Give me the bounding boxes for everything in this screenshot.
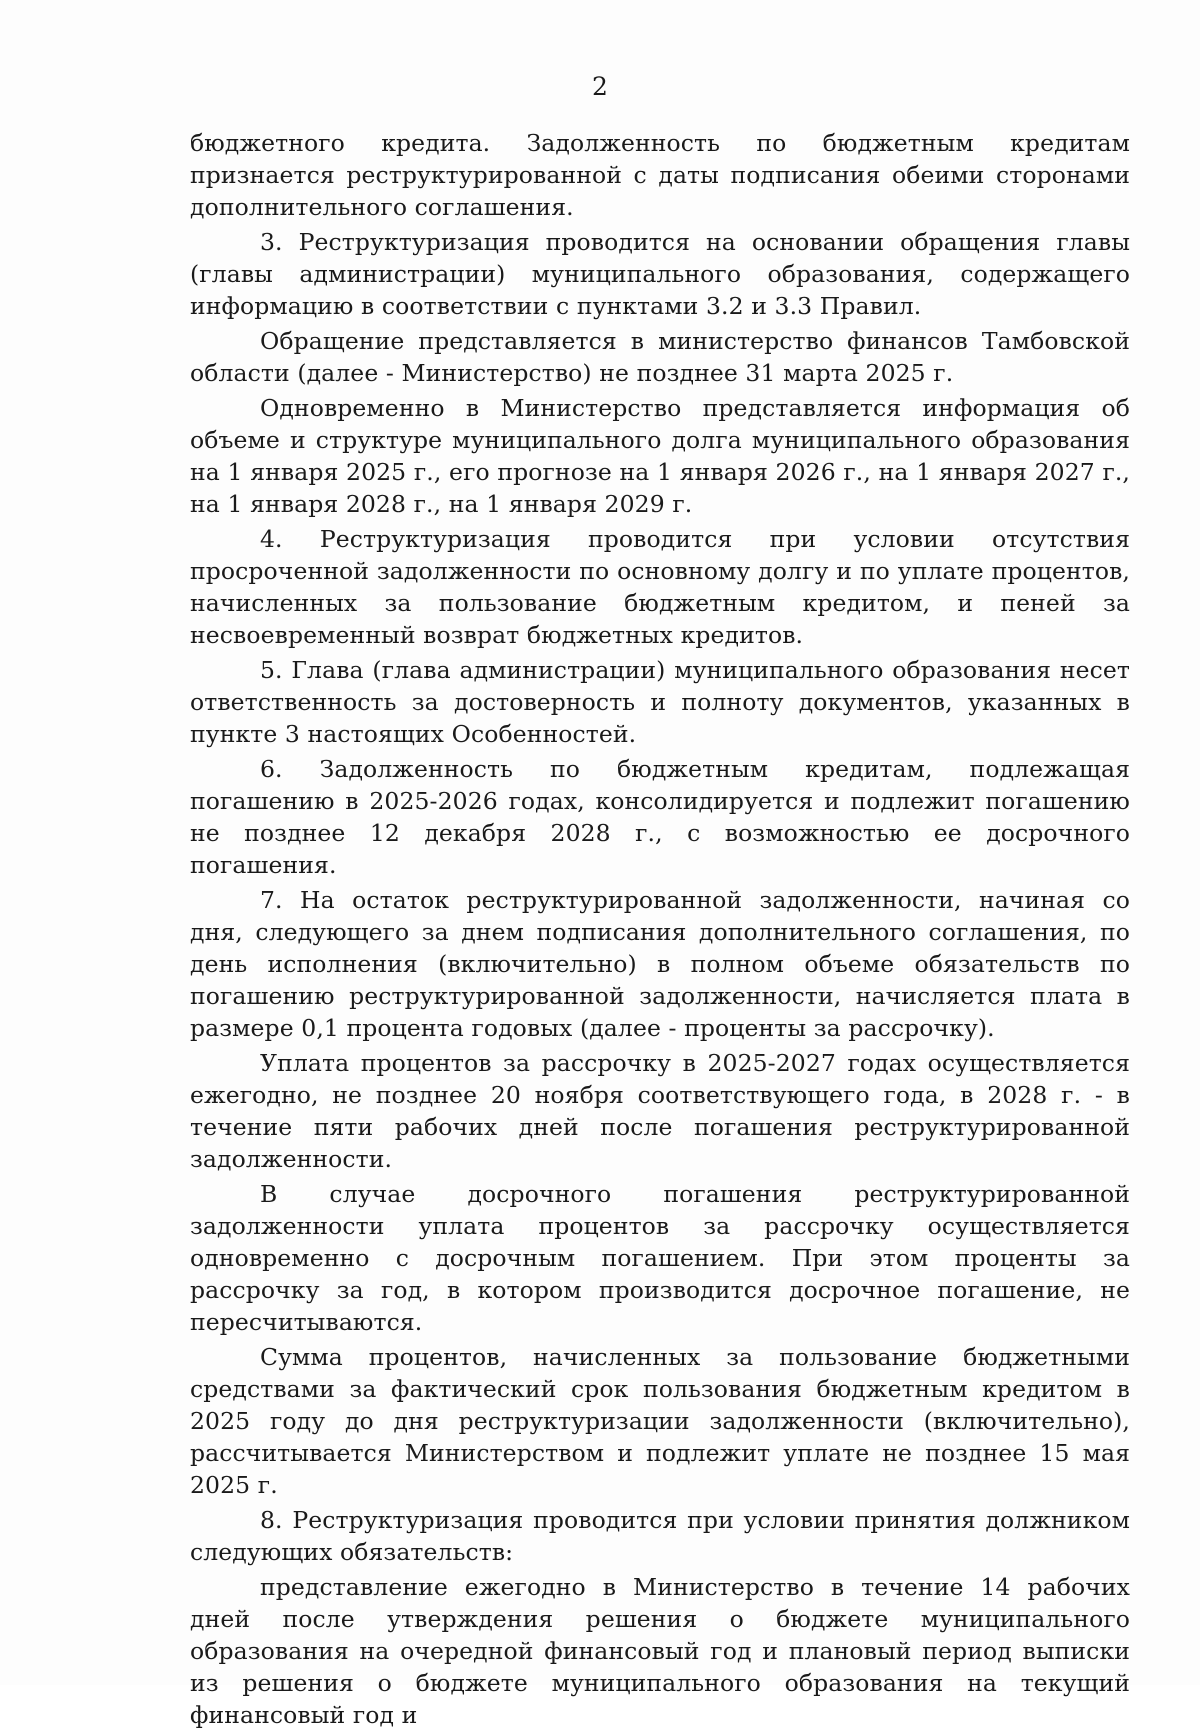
- document-body: [190, 127, 1130, 1734]
- paragraph-13: представление ежегодно в Министерство в течение 14 рабочих дней после утверждения решения о бюджете муниципального образования на очередной финансовый год и плановый период выписки из решения о бюджете муниципального образования на текущий финансовый год и: [190, 1573, 1130, 1729]
- paragraph-8: 7. На остаток реструктурированной задолженности, начиная со дня, следующего за днем подписания дополнительного соглашения, по день исполнения (включительно) в полном объеме обязательств по погашению реструктурированной задолженности, начисляется плата в размере 0,1 процента годовых (далее - проценты за рассрочку).: [190, 886, 1130, 1042]
- paragraph-7: 6. Задолженность по бюджетным кредитам, подлежащая погашению в 2025-2026 годах, консолидируется и подлежит погашению не позднее 12 декабря 2028 г., с возможностью ее досрочного погашения.: [190, 755, 1130, 879]
- paragraph-10: В случае досрочного погашения реструктурированной задолженности уплата процентов за рассрочку осуществляется одновременно с досрочным погашением. При этом проценты за рассрочку за год, в котором производится досрочное погашение, не пересчитываются.: [190, 1180, 1130, 1336]
- paragraph-12: 8. Реструктуризация проводится при условии принятия должником следующих обязательств:: [190, 1506, 1130, 1566]
- paragraph-1: бюджетного кредита. Задолженность по бюджетным кредитам признается реструктурированной с даты подписания обеими сторонами дополнительного соглашения.: [190, 129, 1130, 221]
- paragraph-2: 3. Реструктуризация проводится на основании обращения главы (главы администрации) муниципального образования, содержащего информацию в соответствии с пунктами 3.2 и 3.3 Правил.: [190, 228, 1130, 320]
- paragraph-5: 4. Реструктуризация проводится при условии отсутствия просроченной задолженности по основному долгу и по уплате процентов, начисленных за пользование бюджетным кредитом, и пеней за несвоевременный возврат бюджетных кредитов.: [190, 525, 1130, 649]
- page-number: 2: [592, 72, 608, 101]
- paragraph-11: Сумма процентов, начисленных за пользование бюджетными средствами за фактический срок пользования бюджетным кредитом в 2025 году до дня реструктуризации задолженности (включительно), рассчитывается Министерством и подлежит уплате не позднее 15 мая 2025 г.: [190, 1343, 1130, 1499]
- paragraph-3: Обращение представляется в министерство финансов Тамбовской области (далее - Министерство) не позднее 31 марта 2025 г.: [190, 327, 1130, 387]
- paragraph-9: Уплата процентов за рассрочку в 2025-2027 годах осуществляется ежегодно, не позднее 20 ноября соответствующего года, в 2028 г. - в течение пяти рабочих дней после погашения реструктурированной задолженности.: [190, 1049, 1130, 1173]
- paragraph-4: Одновременно в Министерство представляется информация об объеме и структуре муниципального долга муниципального образования на 1 января 2025 г., его прогнозе на 1 января 2026 г., на 1 января 2027 г., на 1 января 2028 г., на 1 января 2029 г.: [190, 394, 1130, 518]
- paragraph-6: 5. Глава (глава администрации) муниципального образования несет ответственность за достоверность и полноту документов, указанных в пункте 3 настоящих Особенностей.: [190, 656, 1130, 748]
